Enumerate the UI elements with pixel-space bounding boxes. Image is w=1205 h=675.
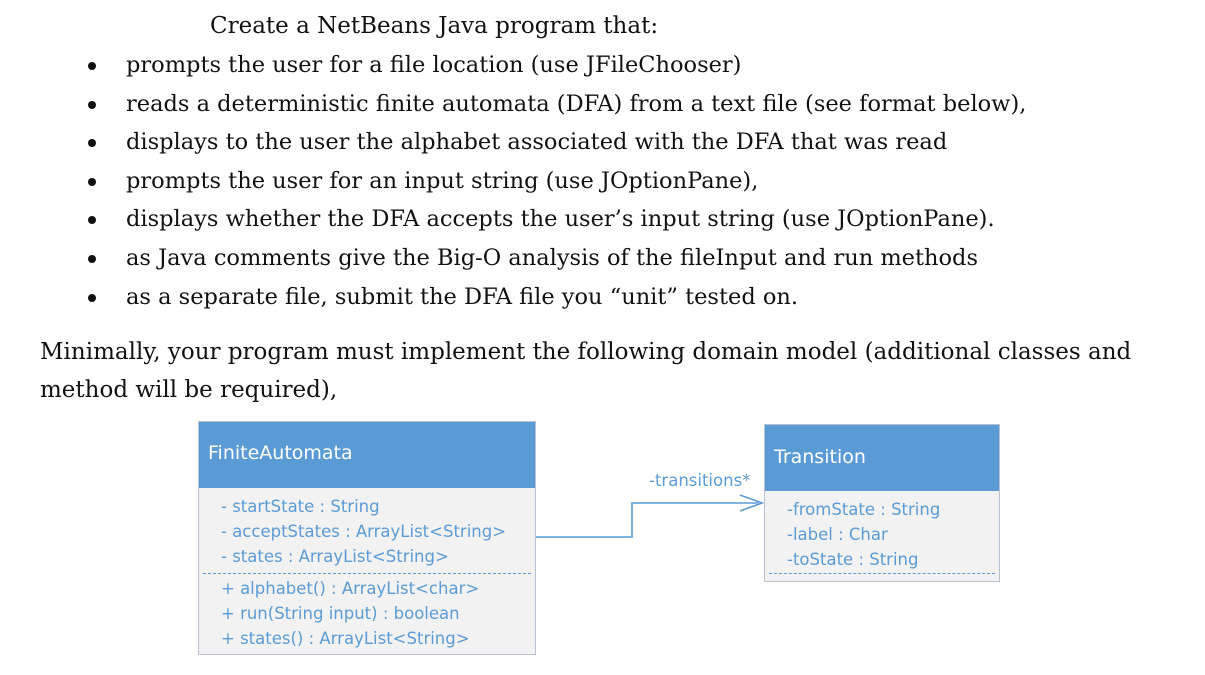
list-item-text: prompts the user for an input string (use JOptionPane), (126, 167, 759, 194)
class-attributes (765, 491, 999, 572)
attribute-row: - startState : String (221, 497, 380, 516)
list-item-text: prompts the user for a file location (use JFileChooser) (126, 52, 742, 78)
list-item-text: reads a deterministic finite automata (DFA) from a text file (see format below), (126, 90, 1027, 117)
list-item-text: as a separate file, submit the DFA file you “unit” tested on. (126, 283, 799, 310)
attribute-row: - acceptStates : ArrayList<String> (221, 522, 507, 541)
class-name-transition: Transition (765, 425, 999, 491)
attribute-row: -label : Char (787, 525, 888, 544)
list-item-text: displays whether the DFA accepts the user’s input string (use JOptionPane). (126, 206, 995, 233)
list-item-text: displays to the user the alphabet associated with the DFA that was read (126, 129, 948, 156)
operation-row: + run(String input) : boolean (221, 604, 460, 623)
attribute-row: -fromState : String (787, 500, 941, 519)
finite-automata-class-box (198, 421, 536, 655)
operation-row: + alphabet() : ArrayList<char> (221, 579, 480, 598)
compartment-divider (769, 573, 995, 574)
attribute-row: - states : ArrayList<String> (221, 547, 449, 566)
compartment-divider (203, 573, 531, 574)
association-label: -transitions* (649, 471, 751, 490)
class-attributes (199, 488, 535, 569)
transition-class-box (764, 424, 1000, 582)
list-item-text: as Java comments give the Big-O analysis of the fileInput and run methods (126, 244, 979, 271)
page-heading: Create a NetBeans Java program that: (210, 13, 659, 39)
attribute-row: -toState : String (787, 550, 919, 569)
class-operations (199, 576, 535, 651)
domain-model-paragraph: Minimally, your program must implement the following domain model (additional classes and method will be required), (40, 339, 1132, 403)
operation-row: + states() : ArrayList<String> (221, 629, 470, 648)
class-name-finite-automata: FiniteAutomata (199, 422, 535, 488)
